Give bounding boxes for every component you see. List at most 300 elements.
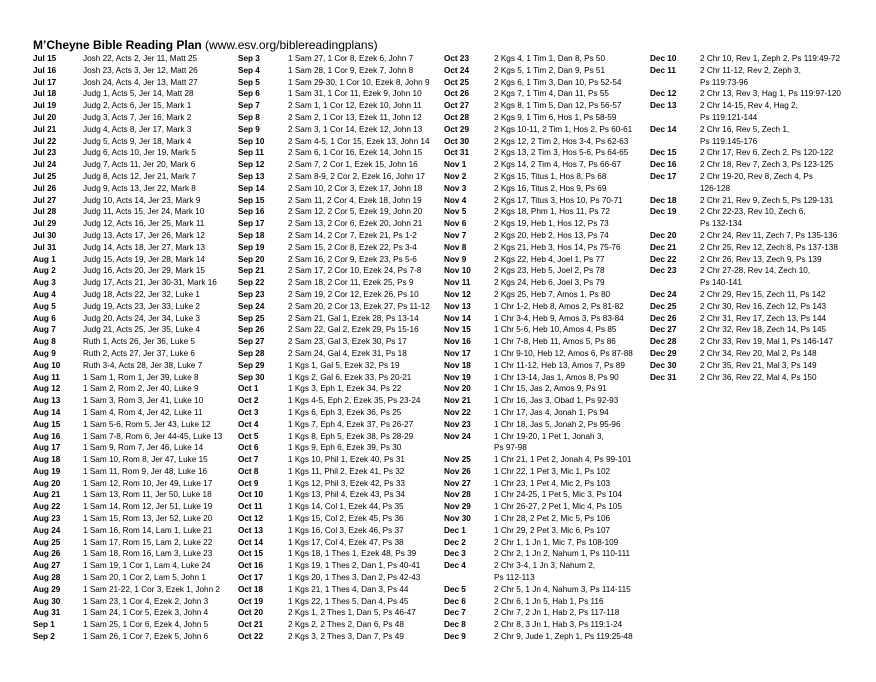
reading-date: Nov 10 bbox=[444, 266, 471, 276]
reading-date: Sep 13 bbox=[238, 171, 265, 181]
reading-passages: 2 Kgs 24, Heb 6, Joel 3, Ps 79 bbox=[494, 278, 605, 288]
reading-row bbox=[33, 501, 243, 513]
reading-date: Nov 3 bbox=[444, 183, 467, 193]
reading-passages: 2 Sam 7, 2 Cor 1, Ezek 15, John 16 bbox=[288, 160, 418, 170]
reading-row bbox=[650, 265, 860, 277]
reading-passages: Judg 10, Acts 14, Jer 23, Mark 9 bbox=[83, 195, 201, 205]
reading-passages: 2 Sam 2, 1 Cor 13, Ezek 11, John 12 bbox=[288, 112, 422, 122]
reading-passages: 1 Chr 23, 1 Pet 4, Mic 2, Ps 103 bbox=[494, 478, 611, 488]
reading-date: Dec 12 bbox=[650, 89, 677, 99]
reading-row bbox=[650, 77, 860, 89]
reading-passages: Ps 119:73-96 bbox=[700, 77, 749, 87]
reading-passages: 1 Kgs 7, Eph 4, Ezek 37, Ps 26-27 bbox=[288, 419, 414, 429]
reading-row bbox=[238, 548, 448, 560]
reading-date: Jul 31 bbox=[33, 242, 57, 252]
reading-passages: 1 Kgs 2, Gal 6, Ezek 33, Ps 20-21 bbox=[288, 372, 412, 382]
reading-passages: 2 Chr 2, 1 Jn 2, Nahum 1, Ps 110-111 bbox=[494, 549, 631, 559]
reading-row bbox=[238, 431, 448, 443]
reading-column-2 bbox=[238, 53, 448, 643]
reading-date: Aug 2 bbox=[33, 266, 56, 276]
reading-passages: 2 Chr 30, Rev 16, Zech 12, Ps 143 bbox=[700, 301, 827, 311]
reading-passages: 2 Chr 5, 1 Jn 4, Nahum 3, Ps 114-115 bbox=[494, 584, 631, 594]
reading-row bbox=[444, 431, 654, 443]
reading-date: Nov 30 bbox=[444, 514, 471, 524]
reading-row bbox=[33, 65, 243, 77]
reading-passages: 1 Kgs 3, Eph 1, Ezek 34, Ps 22 bbox=[288, 384, 402, 394]
reading-date: Oct 20 bbox=[238, 608, 264, 618]
reading-date: Aug 4 bbox=[33, 289, 56, 299]
reading-row bbox=[33, 289, 243, 301]
reading-date: Dec 27 bbox=[650, 325, 677, 335]
reading-row bbox=[238, 100, 448, 112]
reading-row bbox=[238, 147, 448, 159]
reading-date: Aug 8 bbox=[33, 337, 56, 347]
reading-passages: 1 Sam 31, 1 Cor 11, Ezek 9, John 10 bbox=[288, 89, 422, 99]
reading-passages: 2 Kgs 19, Heb 1, Hos 12, Ps 73 bbox=[494, 219, 609, 229]
reading-row bbox=[444, 147, 654, 159]
reading-passages: 1 Chr 15, Jas 2, Amos 9, Ps 91 bbox=[494, 384, 607, 394]
reading-date: Oct 22 bbox=[238, 632, 264, 642]
reading-row bbox=[238, 572, 448, 584]
reading-passages: 2 Sam 3, 1 Cor 14, Ezek 12, John 13 bbox=[288, 124, 423, 134]
reading-passages: 2 Chr 31, Rev 17, Zech 13, Ps 144 bbox=[700, 313, 827, 323]
reading-row bbox=[33, 336, 243, 348]
reading-date: Dec 24 bbox=[650, 289, 677, 299]
reading-passages: 2 Chr 7, 2 Jn 1, Hab 2, Ps 117-118 bbox=[494, 608, 620, 618]
reading-passages: 2 Chr 21, Rev 9, Zech 5, Ps 129-131 bbox=[700, 195, 834, 205]
reading-row bbox=[238, 454, 448, 466]
reading-passages: 2 Kgs 10-11, 2 Tim 1, Hos 2, Ps 60-61 bbox=[494, 124, 633, 134]
reading-date: Jul 18 bbox=[33, 89, 57, 99]
reading-passages: Judg 12, Acts 16, Jer 25, Mark 11 bbox=[83, 219, 205, 229]
reading-passages: Ps 140-141 bbox=[700, 278, 742, 288]
reading-passages: 2 Chr 27-28, Rev 14, Zech 10, bbox=[700, 266, 811, 276]
reading-passages: 2 Sam 1, 1 Cor 12, Ezek 10, John 11 bbox=[288, 101, 422, 111]
reading-date: Aug 31 bbox=[33, 608, 61, 618]
reading-row bbox=[444, 289, 654, 301]
reading-date: Nov 8 bbox=[444, 242, 467, 252]
reading-passages: 2 Kgs 4, 1 Tim 1, Dan 8, Ps 50 bbox=[494, 54, 606, 63]
reading-date: Nov 21 bbox=[444, 396, 471, 406]
title-main: M’Cheyne Bible Reading Plan bbox=[33, 38, 202, 52]
reading-passages: 2 Kgs 17, Titus 3, Hos 10, Ps 70-71 bbox=[494, 195, 623, 205]
reading-passages: 1 Kgs 11, Phil 2, Ezek 41, Ps 32 bbox=[288, 466, 405, 476]
reading-date: Oct 15 bbox=[238, 549, 264, 559]
reading-date: Sep 30 bbox=[238, 372, 265, 382]
reading-passages: 2 Kgs 13, 2 Tim 3, Hos 5-6, Ps 64-65 bbox=[494, 148, 629, 158]
reading-passages: 1 Sam 2, Rom 2, Jer 40, Luke 9 bbox=[83, 384, 199, 394]
reading-row bbox=[444, 560, 654, 572]
reading-passages: 2 Sam 12, 2 Cor 5, Ezek 19, John 20 bbox=[288, 207, 423, 217]
reading-passages: 1 Kgs 8, Eph 5, Ezek 38, Ps 28-29 bbox=[288, 431, 414, 441]
reading-passages: 1 Kgs 1, Gal 5, Ezek 32, Ps 19 bbox=[288, 360, 400, 370]
reading-passages: 1 Sam 4, Rom 4, Jer 42, Luke 11 bbox=[83, 407, 203, 417]
reading-row bbox=[238, 478, 448, 490]
reading-row bbox=[650, 136, 860, 148]
reading-row bbox=[444, 100, 654, 112]
reading-passages: 1 Sam 5-6, Rom 5, Jer 43, Luke 12 bbox=[83, 419, 211, 429]
reading-passages: Ps 97-98 bbox=[494, 443, 527, 453]
reading-row bbox=[33, 301, 243, 313]
reading-passages: 2 Chr 11-12, Rev 2, Zeph 3, bbox=[700, 65, 801, 75]
reading-row bbox=[238, 206, 448, 218]
reading-date: Oct 9 bbox=[238, 478, 259, 488]
reading-date: Sep 7 bbox=[238, 101, 260, 111]
reading-row bbox=[33, 548, 243, 560]
reading-passages: 2 Chr 9, Jude 1, Zeph 1, Ps 119:25-48 bbox=[494, 632, 633, 642]
reading-passages: 2 Kgs 25, Heb 7, Amos 1, Ps 80 bbox=[494, 289, 611, 299]
reading-passages: 2 Kgs 6, 1 Tim 3, Dan 10, Ps 52-54 bbox=[494, 77, 622, 87]
reading-date: Sep 24 bbox=[238, 301, 265, 311]
reading-date: Sep 26 bbox=[238, 325, 265, 335]
reading-row bbox=[238, 277, 448, 289]
reading-date: Dec 13 bbox=[650, 101, 677, 111]
reading-row bbox=[238, 607, 448, 619]
reading-passages: Judg 17, Acts 21, Jer 30-31, Mark 16 bbox=[83, 278, 217, 288]
reading-passages: Ps 119:121-144 bbox=[700, 112, 758, 122]
reading-date: Dec 20 bbox=[650, 230, 677, 240]
reading-row bbox=[444, 218, 654, 230]
reading-passages: Judg 5, Acts 9, Jer 18, Mark 4 bbox=[83, 136, 192, 146]
reading-date: Nov 24 bbox=[444, 431, 471, 441]
reading-date: Oct 17 bbox=[238, 573, 264, 583]
reading-date: Aug 24 bbox=[33, 525, 61, 535]
reading-passages: 2 Chr 16, Rev 5, Zech 1, bbox=[700, 124, 790, 134]
reading-row bbox=[444, 112, 654, 124]
reading-row bbox=[33, 77, 243, 89]
reading-passages: 1 Sam 10, Rom 8, Jer 47, Luke 15 bbox=[83, 455, 208, 465]
reading-row bbox=[650, 88, 860, 100]
reading-row bbox=[33, 607, 243, 619]
reading-row bbox=[238, 537, 448, 549]
reading-passages: 1 Chr 21, 1 Pet 2, Jonah 4, Ps 99-101 bbox=[494, 455, 632, 465]
reading-row bbox=[238, 631, 448, 643]
reading-row bbox=[650, 65, 860, 77]
reading-row bbox=[33, 466, 243, 478]
reading-passages: 2 Kgs 9, 1 Tim 6, Hos 1, Ps 58-59 bbox=[494, 112, 617, 122]
reading-date: Nov 13 bbox=[444, 301, 471, 311]
reading-row bbox=[444, 159, 654, 171]
reading-row bbox=[33, 348, 243, 360]
reading-passages: 1 Chr 9-10, Heb 12, Amos 6, Ps 87-88 bbox=[494, 348, 633, 358]
reading-date: Sep 9 bbox=[238, 124, 260, 134]
reading-date: Nov 1 bbox=[444, 160, 467, 170]
reading-date: Sep 17 bbox=[238, 219, 265, 229]
reading-row bbox=[33, 383, 243, 395]
reading-row bbox=[238, 195, 448, 207]
reading-passages: 2 Chr 17, Rev 6, Zech 2, Ps 120-122 bbox=[700, 148, 834, 158]
reading-date: Aug 3 bbox=[33, 278, 56, 288]
reading-passages: 2 Kgs 1, 2 Thes 1, Dan 5, Ps 46-47 bbox=[288, 608, 416, 618]
reading-row bbox=[33, 419, 243, 431]
reading-date: Nov 4 bbox=[444, 195, 467, 205]
reading-passages: 2 Chr 26, Rev 13, Zech 9, Ps 139 bbox=[700, 254, 822, 264]
reading-date: Oct 12 bbox=[238, 514, 264, 524]
reading-passages: 1 Chr 16, Jas 3, Obad 1, Ps 92-93 bbox=[494, 396, 619, 406]
reading-date: Aug 17 bbox=[33, 443, 61, 453]
reading-date: Sep 10 bbox=[238, 136, 265, 146]
reading-passages: 1 Sam 9, Rom 7, Jer 46, Luke 14 bbox=[83, 443, 204, 453]
reading-row bbox=[33, 513, 243, 525]
reading-date: Nov 15 bbox=[444, 325, 471, 335]
reading-row bbox=[444, 454, 654, 466]
reading-date: Sep 29 bbox=[238, 360, 265, 370]
reading-date: Sep 18 bbox=[238, 230, 265, 240]
reading-row bbox=[444, 607, 654, 619]
reading-date: Nov 17 bbox=[444, 348, 471, 358]
reading-passages: 1 Sam 21-22, 1 Cor 3, Ezek 1, John 2 bbox=[83, 584, 220, 594]
reading-date: Jul 16 bbox=[33, 65, 57, 75]
reading-date: Sep 27 bbox=[238, 337, 265, 347]
reading-passages: 2 Chr 14-15, Rev 4, Hag 2, bbox=[700, 101, 798, 111]
reading-date: Aug 16 bbox=[33, 431, 61, 441]
reading-row bbox=[33, 560, 243, 572]
reading-date: Nov 28 bbox=[444, 490, 471, 500]
reading-passages: 2 Chr 6, 1 Jn 5, Hab 1, Ps 116 bbox=[494, 596, 604, 606]
reading-date: Oct 6 bbox=[238, 443, 259, 453]
reading-passages: 2 Chr 25, Rev 12, Zech 8, Ps 137-138 bbox=[700, 242, 838, 252]
reading-row bbox=[238, 88, 448, 100]
reading-passages: 2 Sam 15, 2 Cor 8, Ezek 22, Ps 3-4 bbox=[288, 242, 417, 252]
reading-row bbox=[238, 159, 448, 171]
reading-row bbox=[238, 442, 448, 454]
reading-date: Oct 1 bbox=[238, 384, 259, 394]
reading-row bbox=[444, 572, 654, 584]
reading-row bbox=[33, 230, 243, 242]
reading-passages: Josh 23, Acts 3, Jer 12, Matt 26 bbox=[83, 65, 198, 75]
reading-row bbox=[444, 301, 654, 313]
reading-passages: Judg 2, Acts 6, Jer 15, Mark 1 bbox=[83, 101, 192, 111]
reading-date: Jul 19 bbox=[33, 101, 57, 111]
reading-row bbox=[238, 348, 448, 360]
reading-row bbox=[444, 77, 654, 89]
reading-passages: 2 Chr 36, Rev 22, Mal 4, Ps 150 bbox=[700, 372, 817, 382]
reading-row bbox=[650, 242, 860, 254]
reading-date: Sep 14 bbox=[238, 183, 265, 193]
reading-row bbox=[33, 218, 243, 230]
reading-passages: Judg 7, Acts 11, Jer 20, Mark 6 bbox=[83, 160, 196, 170]
page-title bbox=[33, 38, 378, 52]
reading-date: Sep 11 bbox=[238, 148, 264, 158]
reading-passages: Judg 1, Acts 5, Jer 14, Matt 28 bbox=[83, 89, 194, 99]
reading-date: Nov 23 bbox=[444, 419, 471, 429]
reading-date: Aug 22 bbox=[33, 502, 61, 512]
reading-row bbox=[238, 183, 448, 195]
reading-row bbox=[238, 489, 448, 501]
reading-passages: 1 Sam 18, Rom 16, Lam 3, Luke 23 bbox=[83, 549, 213, 559]
reading-date: Sep 15 bbox=[238, 195, 265, 205]
reading-row bbox=[650, 324, 860, 336]
reading-date bbox=[444, 442, 494, 454]
reading-date: Sep 19 bbox=[238, 242, 265, 252]
reading-date: Dec 4 bbox=[444, 561, 466, 571]
reading-passages: 2 Chr 3-4, 1 Jn 3, Nahum 2, bbox=[494, 561, 596, 571]
reading-row bbox=[238, 596, 448, 608]
reading-row bbox=[444, 277, 654, 289]
reading-row bbox=[650, 289, 860, 301]
reading-row bbox=[238, 112, 448, 124]
reading-date: Sep 2 bbox=[33, 632, 55, 642]
reading-date: Dec 21 bbox=[650, 242, 677, 252]
reading-date: Dec 14 bbox=[650, 124, 677, 134]
reading-row bbox=[238, 525, 448, 537]
reading-passages: 2 Chr 29, Rev 15, Zech 11, Ps 142 bbox=[700, 289, 826, 299]
reading-date: Jul 20 bbox=[33, 112, 57, 122]
reading-passages: 2 Chr 18, Rev 7, Zech 3, Ps 123-125 bbox=[700, 160, 834, 170]
reading-date: Nov 25 bbox=[444, 455, 471, 465]
reading-row bbox=[650, 147, 860, 159]
reading-passages: Ruth 3-4, Acts 28, Jer 38, Luke 7 bbox=[83, 360, 203, 370]
reading-date: Oct 26 bbox=[444, 89, 470, 99]
reading-row bbox=[650, 313, 860, 325]
reading-date: Aug 1 bbox=[33, 254, 56, 264]
reading-row bbox=[238, 513, 448, 525]
reading-date: Nov 19 bbox=[444, 372, 471, 382]
reading-date: Aug 23 bbox=[33, 514, 61, 524]
reading-row bbox=[33, 242, 243, 254]
reading-date: Nov 18 bbox=[444, 360, 471, 370]
reading-row bbox=[238, 136, 448, 148]
reading-date: Dec 5 bbox=[444, 584, 466, 594]
reading-date: Dec 1 bbox=[444, 525, 466, 535]
reading-date: Oct 16 bbox=[238, 561, 264, 571]
reading-date: Nov 11 bbox=[444, 278, 471, 288]
reading-date: Jul 15 bbox=[33, 54, 57, 63]
reading-date: Dec 23 bbox=[650, 266, 677, 276]
reading-row bbox=[444, 383, 654, 395]
reading-passages: 2 Chr 22-23, Rev 10, Zech 6, bbox=[700, 207, 806, 217]
reading-date: Oct 8 bbox=[238, 466, 259, 476]
reading-date: Aug 5 bbox=[33, 301, 56, 311]
reading-passages: 2 Chr 1, 1 Jn 1, Mic 7, Ps 108-109 bbox=[494, 537, 619, 547]
reading-date: Dec 6 bbox=[444, 596, 466, 606]
reading-passages: Judg 3, Acts 7, Jer 16, Mark 2 bbox=[83, 112, 192, 122]
reading-passages: 2 Sam 20, 2 Cor 13, Ezek 27, Ps 11-12 bbox=[288, 301, 430, 311]
reading-row bbox=[238, 395, 448, 407]
reading-date: Dec 30 bbox=[650, 360, 677, 370]
reading-passages: 2 Sam 24, Gal 4, Ezek 31, Ps 18 bbox=[288, 348, 407, 358]
reading-row bbox=[444, 513, 654, 525]
reading-date: Oct 25 bbox=[444, 77, 470, 87]
reading-passages: 1 Sam 27, 1 Cor 8, Ezek 6, John 7 bbox=[288, 54, 414, 63]
reading-date: Dec 15 bbox=[650, 148, 677, 158]
reading-row bbox=[444, 631, 654, 643]
reading-row bbox=[238, 230, 448, 242]
reading-date: Nov 14 bbox=[444, 313, 471, 323]
reading-date: Dec 18 bbox=[650, 195, 677, 205]
reading-date: Dec 19 bbox=[650, 207, 677, 217]
reading-row bbox=[33, 631, 243, 643]
reading-date: Nov 29 bbox=[444, 502, 471, 512]
reading-row bbox=[238, 77, 448, 89]
reading-row bbox=[33, 171, 243, 183]
reading-passages: 1 Kgs 6, Eph 3, Ezek 36, Ps 25 bbox=[288, 407, 402, 417]
reading-row bbox=[650, 112, 860, 124]
reading-date: Jul 29 bbox=[33, 219, 57, 229]
reading-row bbox=[238, 324, 448, 336]
reading-row bbox=[33, 395, 243, 407]
reading-date bbox=[444, 572, 494, 584]
reading-passages: 2 Chr 33, Rev 19, Mal 1, Ps 146-147 bbox=[700, 337, 833, 347]
reading-row bbox=[33, 159, 243, 171]
reading-date: Oct 14 bbox=[238, 537, 264, 547]
reading-row bbox=[650, 218, 860, 230]
reading-row bbox=[650, 100, 860, 112]
reading-passages: 1 Kgs 13, Phil 4, Ezek 43, Ps 34 bbox=[288, 490, 405, 500]
reading-passages: 2 Chr 13, Rev 3, Hag 1, Ps 119:97-120 bbox=[700, 89, 841, 99]
reading-row bbox=[444, 136, 654, 148]
reading-row bbox=[444, 206, 654, 218]
reading-row bbox=[33, 442, 243, 454]
reading-row bbox=[33, 147, 243, 159]
reading-row bbox=[444, 419, 654, 431]
reading-passages: Judg 11, Acts 15, Jer 24, Mark 10 bbox=[83, 207, 205, 217]
reading-passages: 1 Kgs 17, Col 4, Ezek 47, Ps 38 bbox=[288, 537, 404, 547]
reading-date: Aug 18 bbox=[33, 455, 61, 465]
reading-row bbox=[33, 537, 243, 549]
reading-passages: 2 Sam 18, 2 Cor 11, Ezek 25, Ps 9 bbox=[288, 278, 414, 288]
reading-passages: 1 Chr 11-12, Heb 13, Amos 7, Ps 89 bbox=[494, 360, 625, 370]
reading-passages: 1 Chr 7-8, Heb 11, Amos 5, Ps 86 bbox=[494, 337, 616, 347]
reading-date: Aug 27 bbox=[33, 561, 61, 571]
reading-row bbox=[444, 195, 654, 207]
reading-row bbox=[444, 348, 654, 360]
reading-date: Oct 28 bbox=[444, 112, 470, 122]
reading-row bbox=[33, 112, 243, 124]
reading-passages: 1 Sam 7-8, Rom 6, Jer 44-45, Luke 13 bbox=[83, 431, 223, 441]
reading-passages: 2 Kgs 8, 1 Tim 5, Dan 12, Ps 56-57 bbox=[494, 101, 622, 111]
reading-row bbox=[238, 301, 448, 313]
reading-passages: Judg 8, Acts 12, Jer 21, Mark 7 bbox=[83, 171, 196, 181]
reading-date: Nov 9 bbox=[444, 254, 467, 264]
reading-passages: Ruth 2, Acts 27, Jer 37, Luke 6 bbox=[83, 348, 195, 358]
reading-passages: 2 Kgs 22, Heb 4, Joel 1, Ps 77 bbox=[494, 254, 605, 264]
reading-date: Dec 7 bbox=[444, 608, 466, 618]
reading-date: Nov 2 bbox=[444, 171, 467, 181]
reading-passages: 2 Kgs 21, Heb 3, Hos 14, Ps 75-76 bbox=[494, 242, 621, 252]
reading-passages: 2 Sam 4-5, 1 Cor 15, Ezek 13, John 14 bbox=[288, 136, 430, 146]
reading-row bbox=[33, 136, 243, 148]
reading-row bbox=[650, 301, 860, 313]
reading-date: Jul 23 bbox=[33, 148, 57, 158]
reading-row bbox=[444, 265, 654, 277]
reading-row bbox=[238, 242, 448, 254]
reading-row bbox=[444, 548, 654, 560]
reading-row bbox=[238, 53, 448, 65]
reading-row bbox=[33, 206, 243, 218]
reading-date: Nov 6 bbox=[444, 219, 467, 229]
reading-row bbox=[238, 171, 448, 183]
reading-date: Oct 30 bbox=[444, 136, 470, 146]
reading-row bbox=[238, 619, 448, 631]
reading-passages: 1 Sam 26, 1 Cor 7, Ezek 5, John 6 bbox=[83, 632, 209, 642]
reading-passages: Judg 4, Acts 8, Jer 17, Mark 3 bbox=[83, 124, 192, 134]
reading-passages: Judg 14, Acts 18, Jer 27, Mark 13 bbox=[83, 242, 205, 252]
reading-passages: 2 Kgs 14, 2 Tim 4, Hos 7, Ps 66-67 bbox=[494, 160, 621, 170]
reading-passages: Judg 9, Acts 13, Jer 22, Mark 8 bbox=[83, 183, 196, 193]
reading-date: Aug 15 bbox=[33, 419, 61, 429]
reading-date: Dec 8 bbox=[444, 620, 466, 630]
reading-date: Aug 6 bbox=[33, 313, 56, 323]
reading-date: Oct 3 bbox=[238, 407, 259, 417]
reading-date: Sep 6 bbox=[238, 89, 260, 99]
reading-row bbox=[444, 395, 654, 407]
reading-date: Dec 11 bbox=[650, 65, 676, 75]
reading-row bbox=[650, 124, 860, 136]
reading-passages: 1 Chr 3-4, Heb 9, Amos 3, Ps 83-84 bbox=[494, 313, 624, 323]
reading-passages: 2 Chr 34, Rev 20, Mal 2, Ps 148 bbox=[700, 348, 817, 358]
reading-row bbox=[238, 124, 448, 136]
